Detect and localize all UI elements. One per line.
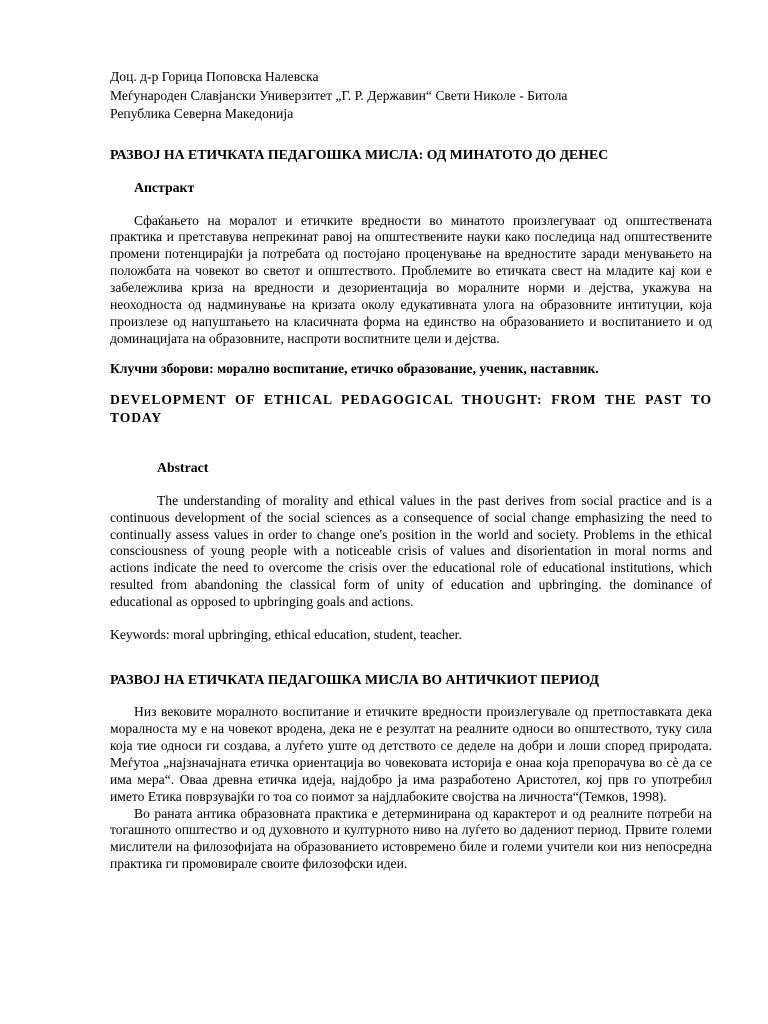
- keywords-mk: Клучни зборови: морално воспитание, етичко образование, ученик, наставник.: [110, 360, 599, 376]
- document-page: [110, 68, 712, 873]
- abstract-text-mk: Сфаќањето на моралот и етичките вредности во минатото произлегуваат од општествената практика и претставува непрекинат равој на општествените науки како последица над општествените промени потенцирајќи ја потребата од постојано проценување на вредностите заради менувањето на положбата на човекот во светот и општеството. Проблемите во етичката свест на младите кај кои е забележлива криза на вредности и дезориентација во моралните норми и дејства, укажува на неоходноста од надминување на кризата околу едукативната улога на образовните интитуции, која произлезе од напуштањето на класичната форма на единство на образованието и воспитанието и од доминацијата на образовните, наспроти воспитните цели и дејства.: [110, 212, 712, 346]
- abstract-text-en: The understanding of morality and ethical values in the past derives from social practice and is a continuous development of the social sciences as a consequence of social change emphasizing the need to continually assess values in order to change one's position in the world and society. Problems in the ethical consciousness of young people with a noticeable crisis of values and disorientation in moral norms and actions indicate the need to overcome the crisis over the educational role of educational institutions, which resulted from abandoning the classical form of unity of education and upbringing. the dominance of educational as opposed to upbringing goals and actions.: [110, 492, 712, 610]
- author-block: [110, 68, 712, 124]
- section-paragraph-1: Низ вековите моралното воспитание и етичките вредности произлегувале од претпоставката дека моралноста му е на човекот вродена, дека не е резултат на реалните односи во општеството, туку сила која тие односи ги создава, а луѓето уште од детството се деделе на добри и лоши според природата. Меѓутоа „најзначајната етичка ориентација во човековата историја е онаа која препорачува во сè да се има мера“. Оваа древна етичка идеја, најдобро ја има разработено Аристотел, кој прв го употребил името Етика поврзувајќи го тоа со поимот за најдлабоките својства на личноста“(Темков, 1998).: [110, 704, 712, 804]
- paper-title-mk: РАЗВОЈ НА ЕТИЧКАТА ПЕДАГОШКА МИСЛА: ОД МИНАТОТО ДО ДЕНЕС: [110, 146, 609, 162]
- section-paragraph-2: Во раната антика образовната практика е детерминирана од карактерот и од реалните потреби на тогашното општество и од духовното и културното ниво на луѓето во дадениот период. Првите големи мислители на филозофијата на образованието истовремено биле и големи учители кои низ непосредна практика ги промовирале своите филозофски идеи.: [110, 805, 712, 872]
- abstract-heading-mk: Апстракт: [134, 179, 195, 195]
- author-name: Доц. д-р Горица Поповска Налевска: [110, 69, 319, 84]
- paper-title-en: DEVELOPMENT OF ETHICAL PEDAGOGICAL THOUGHT: FROM THE PAST TO TODAY: [110, 391, 712, 425]
- abstract-heading-en: Abstract: [157, 459, 209, 475]
- author-university: Меѓународен Славјански Универзитет „Г. Р. Державин“ Свети Николе - Битола: [110, 87, 568, 103]
- author-country: Република Северна Македонија: [110, 106, 294, 121]
- keywords-en: Keywords: moral upbringing, ethical education, student, teacher.: [110, 627, 462, 643]
- section-heading: РАЗВОЈ НА ЕТИЧКАТА ПЕДАГОШКА МИСЛА ВО АНТИЧКИОТ ПЕРИОД: [110, 672, 600, 688]
